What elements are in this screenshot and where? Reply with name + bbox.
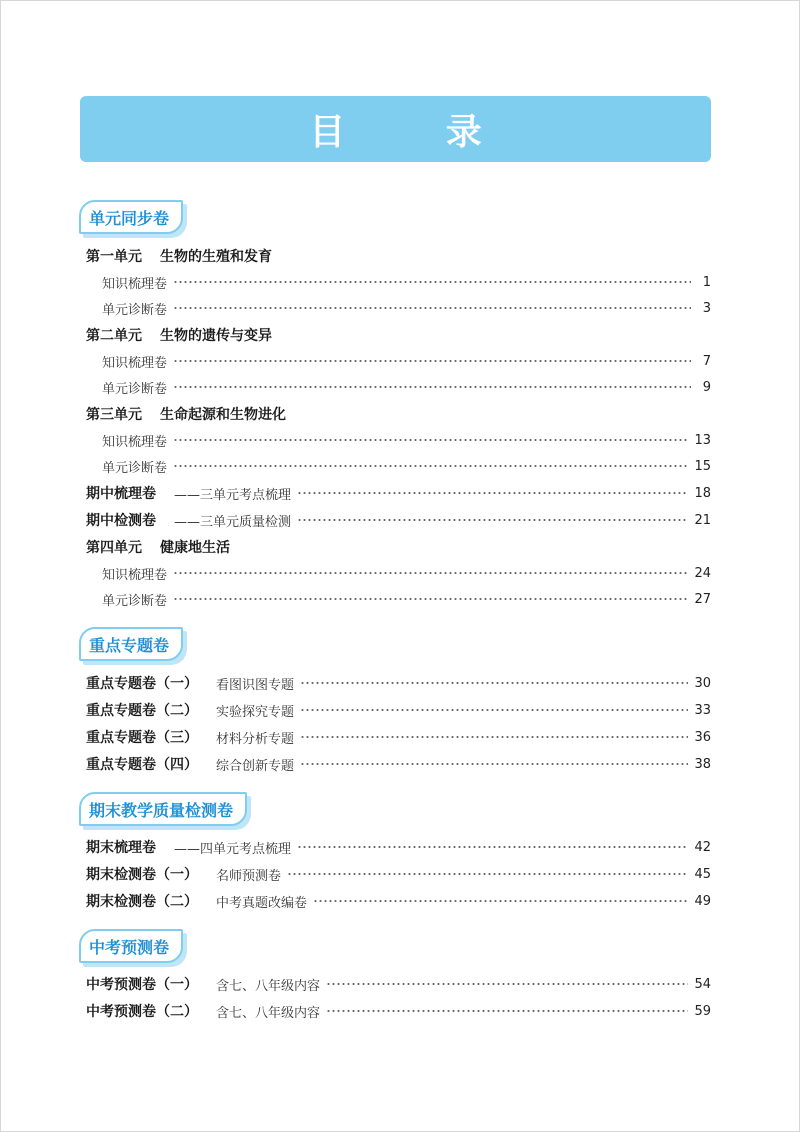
toc-entry[interactable] — [86, 297, 711, 319]
section-tab-unit-sync — [79, 200, 183, 234]
toc-entry[interactable] — [86, 482, 711, 504]
entry-description: ——三单元考点梳理 — [174, 487, 292, 503]
toc-entry[interactable] — [86, 509, 711, 531]
page-number: 36 — [694, 729, 711, 745]
entry-title: 期中梳理卷 — [86, 486, 156, 502]
entry-title: 中考预测卷（二） — [86, 1004, 198, 1020]
unit-label: 第二单元 — [86, 328, 142, 344]
section-tab-final-exam — [79, 792, 247, 826]
toc-entry[interactable] — [86, 672, 711, 694]
dot-leader — [173, 280, 691, 284]
toc-entry[interactable] — [86, 1000, 711, 1022]
entry-label: 单元诊断卷 — [102, 460, 168, 476]
title-banner — [80, 96, 711, 162]
entry-description: ——三单元质量检测 — [174, 514, 292, 530]
page-number: 38 — [694, 756, 711, 772]
unit-heading-4 — [86, 536, 711, 558]
page-number: 45 — [694, 866, 711, 882]
unit-name: 生物的遗传与变异 — [160, 328, 272, 344]
entry-title: 重点专题卷（二） — [86, 703, 198, 719]
dot-leader — [297, 845, 688, 849]
dot-leader — [173, 306, 691, 310]
dot-leader — [173, 385, 691, 389]
entry-title: 重点专题卷（四） — [86, 757, 198, 773]
entry-description: ——四单元考点梳理 — [174, 841, 292, 857]
toc-entry[interactable] — [86, 836, 711, 858]
page-number: 30 — [694, 675, 711, 691]
page-number: 18 — [694, 485, 711, 501]
entry-label: 知识梳理卷 — [102, 434, 168, 450]
unit-heading-2 — [86, 324, 711, 346]
section-label: 重点专题卷 — [89, 635, 170, 655]
unit-heading-1 — [86, 245, 711, 267]
toc-entry[interactable] — [86, 863, 711, 885]
page-number: 15 — [694, 458, 711, 474]
dot-leader — [173, 571, 688, 575]
page-number: 33 — [694, 702, 711, 718]
entry-description: 含七、八年级内容 — [216, 1005, 321, 1021]
page-number: 42 — [694, 839, 711, 855]
unit-name: 生命起源和生物进化 — [160, 407, 286, 423]
entry-description: 综合创新专题 — [216, 758, 295, 774]
dot-leader — [300, 735, 688, 739]
unit-heading-3 — [86, 403, 711, 425]
page-number: 9 — [702, 379, 711, 395]
dot-leader — [173, 597, 688, 601]
entry-label: 知识梳理卷 — [102, 276, 168, 292]
entry-title: 期末检测卷（二） — [86, 894, 198, 910]
entry-title: 中考预测卷（一） — [86, 977, 198, 993]
entry-title: 期中检测卷 — [86, 513, 156, 529]
entry-title: 期末梳理卷 — [86, 840, 156, 856]
unit-name: 健康地生活 — [160, 540, 230, 556]
toc-entry[interactable] — [86, 973, 711, 995]
dot-leader — [297, 491, 688, 495]
dot-leader — [326, 982, 688, 986]
entry-description: 名师预测卷 — [216, 868, 282, 884]
page-number: 7 — [702, 353, 711, 369]
page-number: 13 — [694, 432, 711, 448]
toc-entry[interactable] — [86, 588, 711, 610]
entry-label: 知识梳理卷 — [102, 567, 168, 583]
entry-title: 期末检测卷（一） — [86, 867, 198, 883]
dot-leader — [313, 899, 688, 903]
toc-entry[interactable] — [86, 350, 711, 372]
entry-label: 单元诊断卷 — [102, 381, 168, 397]
entry-label: 单元诊断卷 — [102, 593, 168, 609]
dot-leader — [173, 438, 688, 442]
unit-label: 第一单元 — [86, 249, 142, 265]
toc-entry[interactable] — [86, 376, 711, 398]
toc-entry[interactable] — [86, 429, 711, 451]
unit-label: 第四单元 — [86, 540, 142, 556]
section-label: 期末教学质量检测卷 — [89, 800, 234, 820]
page-number: 1 — [702, 274, 711, 290]
dot-leader — [287, 872, 688, 876]
entry-label: 单元诊断卷 — [102, 302, 168, 318]
page-number: 24 — [694, 565, 711, 581]
toc-entry[interactable] — [86, 890, 711, 912]
section-tab-key-topics — [79, 627, 183, 661]
page-number: 3 — [702, 300, 711, 316]
section-label: 单元同步卷 — [89, 208, 170, 228]
page-number: 49 — [694, 893, 711, 909]
toc-entry[interactable] — [86, 271, 711, 293]
dot-leader — [297, 518, 688, 522]
dot-leader — [300, 681, 688, 685]
page-number: 59 — [694, 1003, 711, 1019]
toc-entry[interactable] — [86, 455, 711, 477]
page-number: 27 — [694, 591, 711, 607]
entry-label: 知识梳理卷 — [102, 355, 168, 371]
toc-entry[interactable] — [86, 753, 711, 775]
unit-label: 第三单元 — [86, 407, 142, 423]
entry-description: 含七、八年级内容 — [216, 978, 321, 994]
toc-entry[interactable] — [86, 562, 711, 584]
dot-leader — [300, 762, 688, 766]
section-label: 中考预测卷 — [89, 937, 170, 957]
dot-leader — [326, 1009, 688, 1013]
toc-entry[interactable] — [86, 726, 711, 748]
entry-title: 重点专题卷（一） — [86, 676, 198, 692]
section-tab-zhongkao — [79, 929, 183, 963]
entry-title: 重点专题卷（三） — [86, 730, 198, 746]
unit-name: 生物的生殖和发育 — [160, 249, 272, 265]
page-title: 目 录 — [309, 111, 526, 153]
entry-description: 看图识图专题 — [216, 677, 295, 693]
page-number: 21 — [694, 512, 711, 528]
toc-entry[interactable] — [86, 699, 711, 721]
dot-leader — [173, 359, 691, 363]
dot-leader — [173, 464, 688, 468]
entry-description: 中考真题改编卷 — [216, 895, 308, 911]
page-number: 54 — [694, 976, 711, 992]
entry-description: 实验探究专题 — [216, 704, 295, 720]
entry-description: 材料分析专题 — [216, 731, 295, 747]
dot-leader — [300, 708, 688, 712]
